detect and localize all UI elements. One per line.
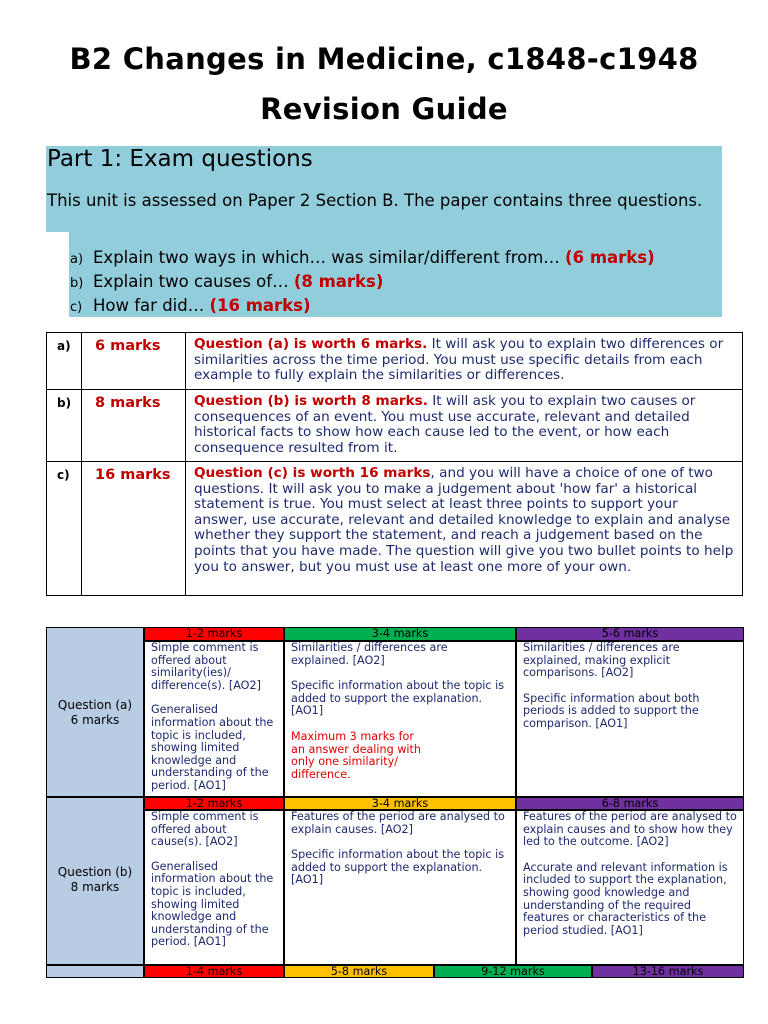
row-marks: 8 marks [82, 390, 186, 462]
descriptor-cell [284, 810, 516, 965]
row-marks: 6 marks [82, 333, 186, 390]
question-text: How far did… [93, 296, 210, 315]
descriptor-text: Specific information about the topic is added to support the explanation. [AO1] [291, 679, 505, 718]
descriptor-cell [284, 641, 516, 797]
part1-heading: Part 1: Exam questions [47, 146, 313, 172]
row-description [186, 390, 743, 462]
question-b-label-line1: Question (b) [57, 865, 133, 879]
band-header: 13-16 marks [592, 965, 744, 978]
table-row [47, 462, 743, 596]
question-b-label [46, 797, 144, 965]
question-item [70, 294, 655, 318]
row-lead: Question (c) is worth 16 marks [194, 465, 431, 481]
row-marks: 16 marks [82, 462, 186, 596]
question-text: Explain two ways in which… was similar/different from… [93, 248, 566, 267]
question-a-label-line2: 6 marks [70, 713, 120, 727]
table-row [47, 333, 743, 390]
question-letter: b) [70, 276, 84, 291]
question-a-label [46, 627, 144, 797]
row-lead: Question (a) is worth 6 marks. [194, 336, 428, 352]
band-header: 6-8 marks [516, 797, 744, 810]
descriptor-text: Specific information about the topic is added to support the explanation. [AO1] [291, 848, 505, 887]
question-a-label-line1: Question (a) [57, 698, 133, 712]
band-header: 3-4 marks [284, 627, 516, 641]
band-header: 5-6 marks [516, 627, 744, 641]
row-lead: Question (b) is worth 8 marks. [194, 393, 428, 409]
descriptor-text: Similarities / differences are explained. [AO2] [291, 641, 448, 667]
question-letter: a) [70, 252, 84, 267]
band-header: 1-2 marks [144, 627, 284, 641]
band-header: 9-12 marks [434, 965, 592, 978]
row-letter: b) [47, 390, 82, 462]
row-letter: c) [47, 462, 82, 596]
descriptor-text: Accurate and relevant information is included to support the explanation, showing good knowledge and understanding of the required features or characteristics of the period studied. [AO1] [523, 860, 728, 937]
question-b-label-line2: 8 marks [70, 880, 120, 894]
document-title: B2 Changes in Medicine, c1848-c1948 [69, 42, 699, 76]
row-description [186, 462, 743, 596]
descriptor-text: Generalised information about the topic is included, showing limited knowledge and understanding of the period. [AO1] [151, 703, 274, 792]
document-subtitle: Revision Guide [260, 92, 508, 126]
question-letter: c) [70, 300, 83, 315]
descriptor-text: Features of the period are analysed to explain causes and to show how they led to the outcome. [AO2] [523, 810, 737, 849]
descriptor-text: Generalised information about the topic is included, showing limited knowledge and understanding of the period. [AO1] [151, 859, 274, 949]
band-header: 1-2 marks [144, 797, 284, 810]
table-row [47, 390, 743, 462]
descriptor-cell [516, 810, 744, 965]
question-marks: (6 marks) [565, 248, 655, 267]
row-text: , and you will have a choice of one of two questions. It will ask you to make a judgement about 'how far' a historical statement is true. You must select at least three points to support your answer, use accurate, relevant and detailed knowledge to explain and analyse whether they support the statement, and reach a judgement based on the points that you have made. The question will give you two bullet points to help you to answer, but you must use at least one more of your own. [194, 465, 734, 575]
descriptor-cell [516, 641, 744, 797]
band-header: 1-4 marks [144, 965, 284, 978]
row-text: It will ask you to explain two differences or similarities across the time period. You must use specific details from each example to fully explain the similarities or differences. [194, 336, 724, 384]
row-text: It will ask you to explain two causes or consequences of an event. You must use accurate, relevant and detailed historical facts to show how each cause led to the event, or how each consequence resulted from it. [194, 393, 696, 456]
question-text: Explain two causes of… [93, 272, 294, 291]
row-letter: a) [47, 333, 82, 390]
descriptor-text: Specific information about both periods is added to support the comparison. [AO1] [523, 691, 700, 730]
descriptor-text: Simple comment is offered about cause(s). [AO2] [151, 810, 259, 849]
row-description [186, 333, 743, 390]
descriptor-text: Similarities / differences are explained, making explicit comparisons. [AO2] [523, 641, 680, 680]
descriptor-text: Simple comment is offered about similarity(ies)/ difference(s). [AO2] [151, 641, 261, 692]
question-item [70, 246, 655, 270]
question-item [70, 270, 655, 294]
band-header: 5-8 marks [284, 965, 434, 978]
descriptor-cell [144, 641, 284, 797]
question-marks: (16 marks) [209, 296, 311, 315]
descriptor-note: Maximum 3 marks for an answer dealing with only one similarity/ difference. [291, 729, 422, 781]
mark-scheme-grid [46, 627, 744, 978]
question-list [70, 246, 655, 318]
band-header: 3-4 marks [284, 797, 516, 810]
question-marks: (8 marks) [293, 272, 384, 291]
marks-table [46, 332, 743, 596]
question-c-label [46, 965, 144, 978]
descriptor-text: Features of the period are analysed to explain causes. [AO2] [291, 810, 505, 836]
part1-intro: This unit is assessed on Paper 2 Section B. The paper contains three questions. [47, 191, 703, 210]
descriptor-cell [144, 810, 284, 965]
